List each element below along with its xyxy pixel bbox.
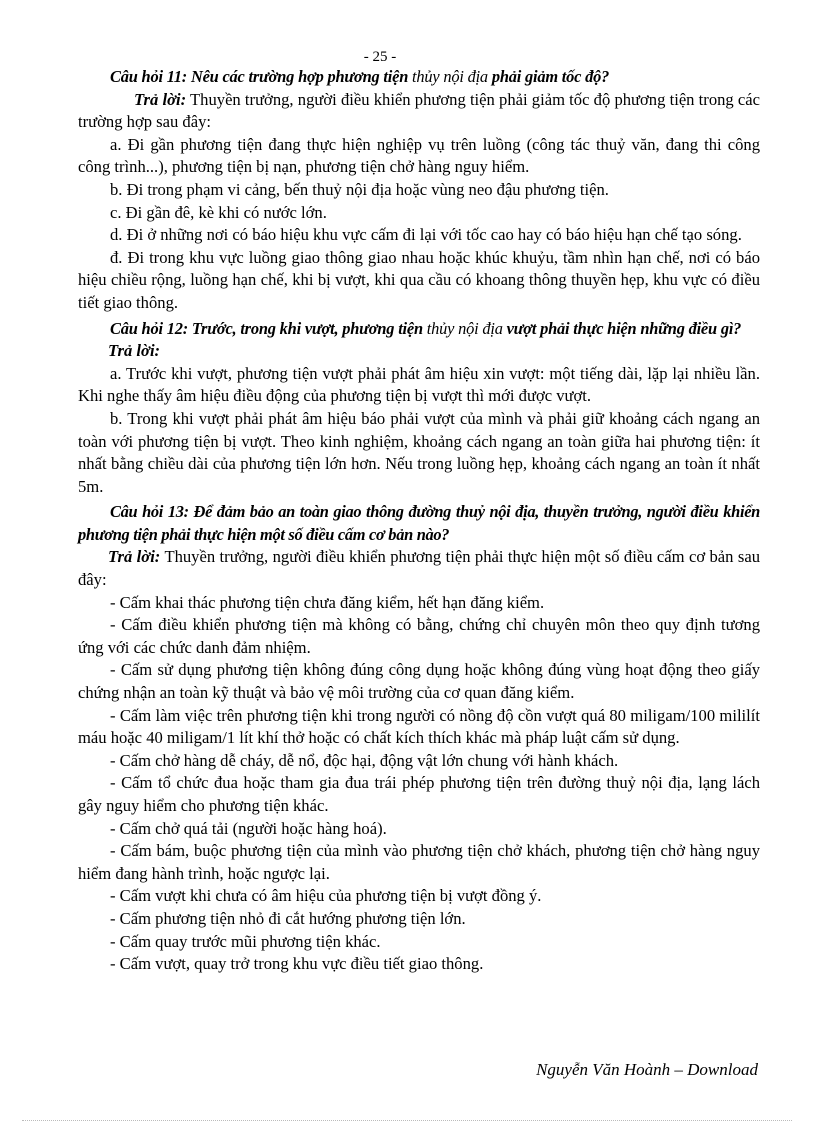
question-12-answer-label: Trả lời: (108, 341, 161, 361)
list-item: b. Đi trong phạm vi cảng, bến thuỷ nội địa hoặc vùng neo đậu phương tiện. (110, 179, 609, 199)
list-item: c. Đi gần đê, kè khi có nước lớn. (110, 202, 327, 222)
page-number: - 25 - (363, 49, 397, 65)
list-item: d. Đi ở những nơi có báo hiệu khu vực cấm đi lại với tốc cao hay có báo hiệu hạn chế tạo sóng. (110, 225, 742, 245)
list-item: - Cấm phương tiện nhỏ đi cắt hướng phương tiện lớn. (110, 908, 466, 928)
list-item: - Cấm tổ chức đua hoặc tham gia đua trái phép phương tiện trên đường thuỷ nội địa, lạng lách gây nguy hiểm cho phương tiện khác. (78, 773, 760, 815)
question-13-title: Câu hỏi 13: Để đảm bảo an toàn giao thông đường thuỷ nội địa, thuyền trưởng, người điều khiển phương tiện phải thực hiện một số điều cấm cơ bản nào? (78, 502, 760, 544)
question-11-answer-intro: Trả lời: Thuyền trưởng, người điều khiển phương tiện phải giảm tốc độ phương tiện trong các trường hợp sau đây: (78, 89, 761, 132)
list-item: - Cấm chở quá tải (người hoặc hàng hoá). (110, 818, 387, 838)
list-item: - Cấm vượt khi chưa có âm hiệu của phương tiện bị vượt đồng ý. (110, 886, 542, 906)
list-item: đ. Đi trong khu vực luồng giao thông giao nhau hoặc khúc khuỷu, tầm nhìn hạn chế, nơi có báo hiệu chiều rộng, luồng hạn chế, khi bị vượt, khi qua cầu có khoang thông thuyền hẹp, khu vực có điều tiết giao thông. (78, 247, 760, 312)
list-item: - Cấm bám, buộc phương tiện của mình vào phương tiện chở khách, phương tiện chở hàng nguy hiểm đang hành trình, hoặc ngược lại. (78, 841, 760, 883)
list-item: a. Trước khi vượt, phương tiện vượt phải phát âm hiệu xin vượt: một tiếng dài, lặp lại nhiều lần. Khi nghe thấy âm hiệu điều động của phương tiện bị vượt thì mới được vượt. (78, 363, 760, 406)
question-11-title: Câu hỏi 11: Nêu các trường hợp phương tiện thủy nội địa phải giảm tốc độ? (110, 67, 610, 86)
list-item: a. Đi gần phương tiện đang thực hiện nghiệp vụ trên luồng (công tác thuỷ văn, đang thi công công trình...), phương tiện bị nạn, phương tiện chở hàng nguy hiểm. (78, 134, 760, 177)
list-item: b. Trong khi vượt phải phát âm hiệu báo phải vượt của mình và phải giữ khoảng cách ngang an toàn với phương tiện bị vượt. Theo kinh nghiệm, khoảng cách ngang an toàn giữa hai phương tiện: ít nhất bằng chiều dài của phương tiện lớn hơn. Nếu trong luồng hẹp, khoảng cách ngang an toàn ít nhất 5m. (78, 408, 760, 496)
list-item: - Cấm quay trước mũi phương tiện khác. (110, 931, 381, 951)
question-12-title: Câu hỏi 12: Trước, trong khi vượt, phương tiện thủy nội địa vượt phải thực hiện những điều gì? (110, 318, 742, 338)
question-13-answer-intro: Trả lời: Thuyền trưởng, người điều khiển phương tiện phải thực hiện một số điều cấm cơ bản sau đây: (78, 547, 760, 590)
page-footer: Nguyễn Văn Hoành – Download (536, 1060, 758, 1079)
page-content (78, 66, 760, 976)
list-item: - Cấm khai thác phương tiện chưa đăng kiểm, hết hạn đăng kiểm. (110, 592, 545, 612)
list-item: - Cấm vượt, quay trở trong khu vực điều tiết giao thông. (110, 954, 484, 974)
list-item: - Cấm sử dụng phương tiện không đúng công dụng hoặc không đúng vùng hoạt động theo giấy chứng nhận an toàn kỹ thuật và bảo vệ môi trường của cơ quan đăng kiểm. (78, 660, 760, 703)
page-divider (22, 1120, 792, 1121)
list-item: - Cấm làm việc trên phương tiện khi trong người có nồng độ cồn vượt quá 80 miligam/100 mililít máu hoặc 40 miligam/1 lít khí thở hoặc có chất kích thích khác mà pháp luật cấm sử dụng. (78, 705, 760, 748)
list-item: - Cấm chở hàng dễ cháy, dễ nổ, độc hại, động vật lớn chung với hành khách. (110, 750, 619, 770)
list-item: - Cấm điều khiển phương tiện mà không có bằng, chứng chỉ chuyên môn theo quy định tương ứng với các chức danh đảm nhiệm. (78, 615, 760, 657)
